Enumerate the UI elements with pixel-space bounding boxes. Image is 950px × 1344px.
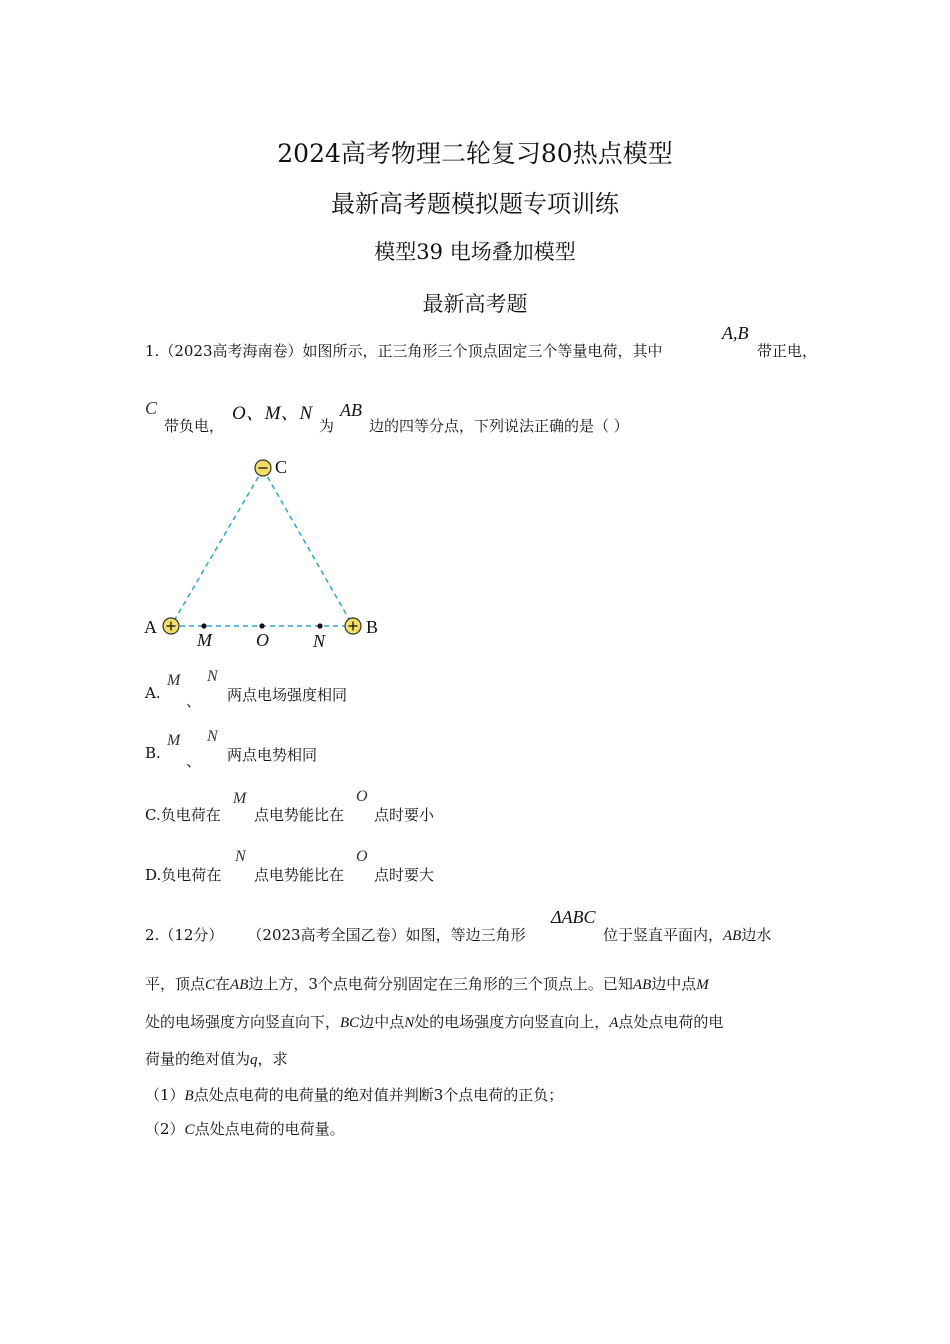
option-a-m1: M [167, 672, 181, 689]
option-a-text: 两点电场强度相同 [227, 686, 348, 704]
q1-stem-part2: 带正电， [757, 342, 818, 360]
option-c-m1: M [233, 790, 247, 807]
q2-q: q [250, 1052, 258, 1068]
q2-sub1 [145, 1084, 563, 1105]
label-c: C [275, 457, 288, 477]
q2-line2-a: 平，顶点 [145, 975, 206, 993]
option-a-m2: N [207, 668, 218, 685]
q2-score: （12分） [159, 926, 224, 944]
q2-sub1-text: 点处点电荷的电荷量的绝对值并判断3个点电荷的正负； [193, 1086, 564, 1104]
q2-line3-b: 边中点 [359, 1013, 405, 1031]
option-b-letter: B. [145, 744, 161, 762]
option-d-mid: 点电势能比在 [254, 866, 345, 884]
option-b-m2: N [207, 728, 218, 745]
q1-stem-part1: 如图所示，正三角形三个顶点固定三个等量电荷，其中 [302, 342, 663, 360]
point-m [201, 623, 206, 628]
point-n [317, 623, 322, 628]
q2-sub2-c: C [184, 1122, 195, 1138]
q1-math-ab: A,B [722, 323, 749, 343]
option-d-m2: O [356, 848, 368, 865]
q2-line4-b: ，求 [257, 1050, 288, 1068]
option-a-letter: A. [145, 684, 161, 702]
option-d-pre: 负电荷在 [161, 866, 222, 884]
q2-line2-c: 边上方，3个点电荷分别固定在三角形的三个顶点上。已知 [248, 975, 633, 993]
q2-line2 [145, 973, 709, 994]
q2-ab2: AB [230, 977, 249, 993]
q1-stem-part3: 带负电， [164, 417, 225, 435]
q1-stem-part4: 为 [319, 417, 335, 435]
q2-n1: N [404, 1015, 415, 1031]
q2-line3-a: 处的电场强度方向竖直向下， [145, 1013, 341, 1031]
option-d-m1: N [235, 848, 246, 865]
q2-number: 2. [145, 926, 160, 944]
q2-line2-b: 在 [215, 975, 231, 993]
edge-ca [171, 469, 263, 626]
q2-sub2 [145, 1118, 345, 1139]
q2-a1: A [609, 1015, 619, 1031]
q1-math-ab2: AB [340, 400, 362, 420]
edge-cb [263, 469, 353, 626]
q2-sub2-text: 点处点电荷的电荷量。 [194, 1120, 345, 1138]
q2-line3-c: 处的电场强度方向竖直向上， [414, 1013, 610, 1031]
q2-math-triangle: ΔABC [551, 907, 596, 927]
q1-number: 1. [145, 342, 160, 360]
q2-line1 [145, 924, 526, 945]
section-title: 最新高考题 [422, 292, 528, 316]
q2-line2-d: 边中点 [651, 975, 697, 993]
option-c-mid: 点电势能比在 [254, 806, 345, 824]
label-a: A [144, 617, 157, 637]
q2-line3-d: 点处点电荷的电 [618, 1013, 724, 1031]
option-b-text: 两点电势相同 [227, 746, 318, 764]
option-c-m2: O [356, 788, 368, 805]
q2-line3 [145, 1011, 723, 1032]
q2-sub1-num: （1） [145, 1086, 185, 1104]
q2-sub2-num: （2） [145, 1120, 185, 1138]
q2-stem-c: 边水 [741, 926, 772, 944]
option-c-letter: C. [145, 806, 161, 824]
option-a-sep: 、 [186, 692, 202, 710]
q1-stem-part5: 边的四等分点，下列说法正确的是（ ） [369, 417, 629, 435]
model-title: 模型39 电场叠加模型 [374, 240, 576, 264]
label-o: O [256, 630, 269, 650]
option-c-pre: 负电荷在 [160, 806, 221, 824]
q1-math-c: C [145, 398, 158, 418]
label-n: N [313, 631, 326, 651]
doc-title-line1: 2024高考物理二轮复习80热点模型 [277, 139, 673, 168]
label-m: M [197, 630, 212, 650]
charge-a [163, 618, 179, 634]
q2-sub1-b: B [184, 1088, 194, 1104]
point-o [259, 623, 264, 628]
q2-ab1: AB [723, 928, 742, 944]
option-d-line [145, 864, 221, 885]
q1-line1 [145, 340, 663, 361]
charge-c [255, 460, 271, 476]
option-d-letter: D. [145, 866, 162, 884]
q2-stem-b: 位于竖直平面内， [603, 926, 724, 944]
q2-stem-a: 如图，等边三角形 [405, 926, 526, 944]
q2-m1: M [696, 977, 709, 993]
doc-title-line2: 最新高考题模拟题专项训练 [331, 190, 619, 218]
q1-source: （2023高考海南卷） [159, 342, 303, 360]
label-b: B [366, 617, 379, 637]
q1-math-omn: O、M、N [232, 403, 313, 424]
q2-line4 [145, 1048, 288, 1069]
option-b-m1: M [167, 732, 181, 749]
q2-source: （2023高考全国乙卷） [247, 926, 406, 944]
q2-ab3: AB [632, 977, 652, 993]
q2-line4-a: 荷量的绝对值为 [145, 1050, 251, 1068]
option-c-line [145, 804, 221, 825]
q2-bc1: BC [340, 1015, 360, 1031]
q2-line1-end [603, 924, 771, 945]
option-b-sep: 、 [186, 752, 202, 770]
option-c-text: 点时要小 [374, 806, 435, 824]
charge-b [345, 618, 361, 634]
q2-c1: C [205, 977, 216, 993]
option-d-text: 点时要大 [374, 866, 435, 884]
triangle-figure [138, 452, 398, 658]
